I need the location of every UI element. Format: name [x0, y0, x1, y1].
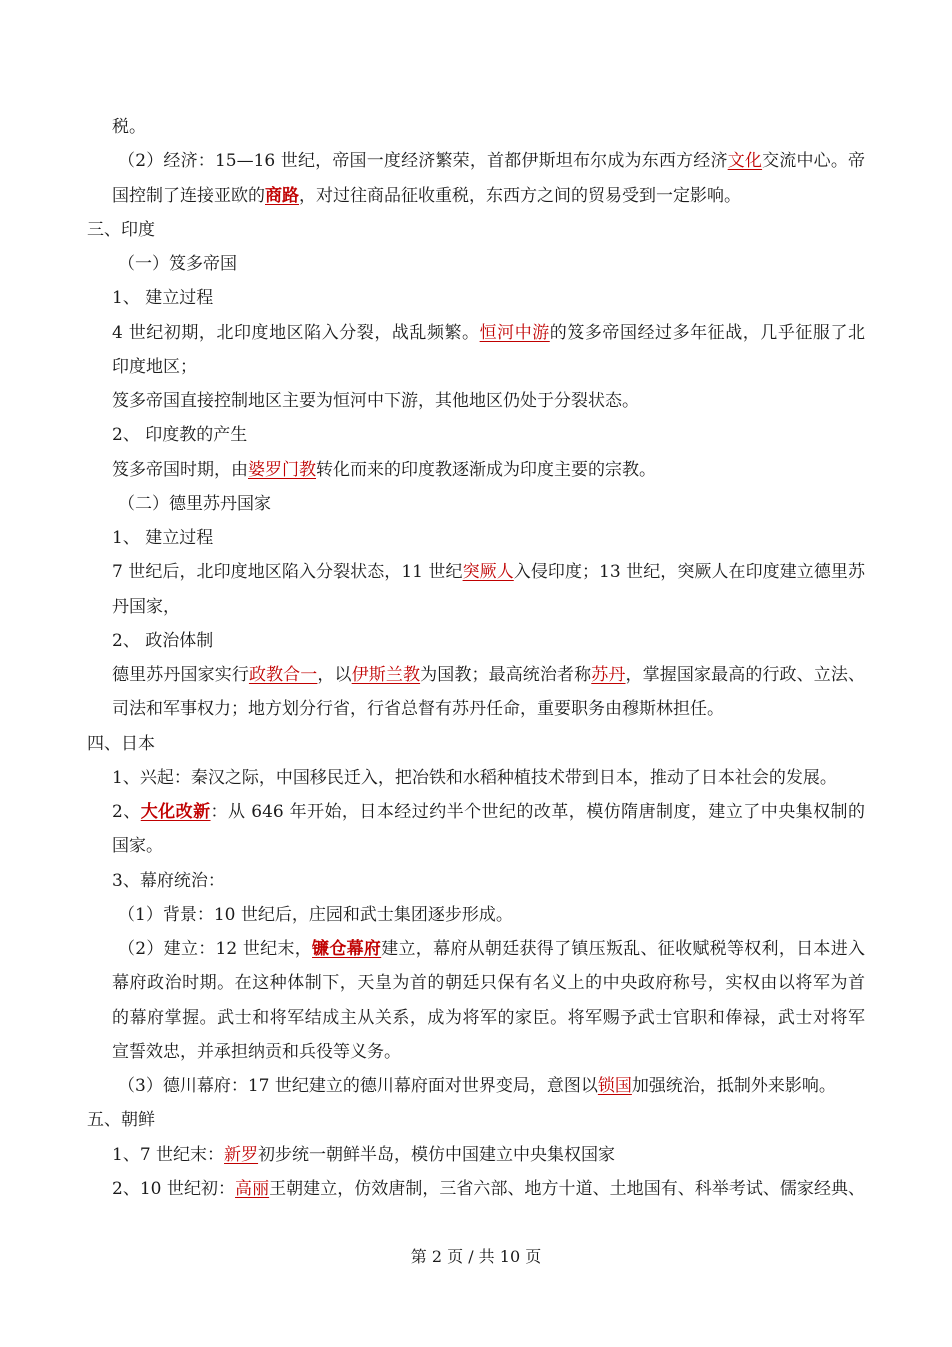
text-line [112, 458, 865, 482]
subsection-line [118, 1074, 865, 1098]
text-segment: 2、 [112, 802, 141, 822]
key-term: 高丽 [235, 1178, 270, 1199]
text-line [112, 697, 865, 721]
text-segment: 7 世纪后，北印度地区陷入分裂状态，11 世纪 [112, 562, 463, 583]
text-segment: 2、 印度教的产生 [112, 425, 248, 446]
key-term: 苏丹 [591, 665, 626, 685]
text-line [112, 355, 865, 379]
text-segment: （一）笈多帝国 [118, 254, 237, 274]
key-term: 突厥人 [462, 562, 514, 583]
text-segment: 3、幕府统治： [112, 870, 225, 891]
text-segment: 笈多帝国时期，由 [112, 459, 248, 480]
text-segment: 司法和军事权力；地方划分行省，行省总督有苏丹任命，重要职务由穆斯林担任。 [112, 699, 724, 720]
text-line [112, 869, 865, 893]
subsection-line [118, 149, 865, 173]
text-segment: 笈多帝国直接控制地区主要为恒河中下游，其他地区仍处于分裂状态。 [112, 391, 639, 411]
text-segment: （3）德川幕府：17 世纪建立的德川幕府面对世界变局，意图以 [118, 1076, 598, 1096]
key-term: 镰仓幕府 [312, 939, 382, 959]
text-segment: 1、7 世纪末： [112, 1144, 225, 1165]
text-segment: 的笈多帝国经过多年征战，几乎征服了北 [549, 322, 865, 343]
text-line [112, 389, 865, 413]
text-segment: ，掌握国家最高的行政、立法、 [625, 665, 866, 685]
text-line [112, 1143, 865, 1167]
text-line [112, 115, 865, 139]
text-line [112, 1040, 865, 1064]
text-segment: 转化而来的印度教逐渐成为印度主要的宗教。 [316, 459, 656, 480]
text-segment: ：从 646 年开始，日本经过约半个世纪的改革，模仿隋唐制度，建立了中央集权制的 [210, 802, 865, 822]
subsection-line [118, 903, 865, 927]
text-line [112, 971, 865, 995]
key-term: 大化改新 [140, 802, 211, 822]
text-segment: 五、朝鲜 [87, 1110, 155, 1131]
text-segment: 幕府政治时期。在这种体制下，天皇为首的朝廷只保有名义上的中央政府称号，实权由以将军为首 [112, 973, 865, 994]
text-line [112, 663, 865, 687]
text-line [112, 560, 865, 584]
text-segment: 四、日本 [87, 733, 155, 754]
subsection-line [118, 492, 865, 516]
text-line [112, 1177, 865, 1201]
section-heading [87, 732, 865, 756]
key-term: 伊斯兰教 [351, 665, 421, 685]
text-line [112, 595, 865, 619]
text-line [112, 1006, 865, 1030]
text-segment: 国控制了连接亚欧的 [112, 185, 265, 206]
text-segment: 税。 [112, 117, 146, 137]
text-segment: 初步统一朝鲜半岛，模仿中国建立中央集权国家 [258, 1144, 616, 1165]
key-term: 新罗 [224, 1144, 259, 1165]
text-segment: 丹国家， [112, 596, 180, 617]
text-segment: 宣誓效忠，并承担纳贡和兵役等义务。 [112, 1041, 401, 1062]
text-segment: 为国教；最高统治者称 [420, 665, 592, 685]
key-term: 恒河中游 [479, 322, 550, 343]
key-term: 婆罗门教 [248, 459, 316, 480]
text-segment: （2）经济：15—16 世纪，帝国一度经济繁荣，首都伊斯坦布尔成为东西方经济 [118, 151, 728, 172]
text-segment: （2）建立：12 世纪末， [118, 939, 313, 959]
text-segment: （1）背景：10 世纪后，庄园和武士集团逐步形成。 [118, 904, 513, 925]
text-segment: 印度地区； [112, 356, 197, 377]
text-segment: ，以 [317, 665, 352, 685]
text-line [112, 321, 865, 345]
text-segment: 国家。 [112, 836, 163, 857]
text-segment: 王朝建立，仿效唐制，三省六部、地方十道、土地国有、科举考试、儒家经典、 [269, 1178, 866, 1199]
text-segment: 三、印度 [87, 219, 155, 240]
subsection-line [118, 252, 865, 276]
text-line [112, 766, 865, 790]
page-footer: 第 2 页 / 共 10 页 [410, 1247, 542, 1266]
text-line [112, 184, 865, 208]
text-segment: 入侵印度；13 世纪，突厥人在印度建立德里苏 [513, 562, 865, 583]
text-line [112, 286, 865, 310]
text-line [112, 629, 865, 653]
text-segment: （二）德里苏丹国家 [118, 493, 271, 514]
text-segment: ，对过往商品征收重税，东西方之间的贸易受到一定影响。 [299, 185, 741, 206]
key-term: 锁国 [597, 1076, 632, 1096]
text-segment: 的幕府掌握。武士和将军结成主从关系，成为将军的家臣。将军赐予武士官职和俸禄，武士对将军 [112, 1007, 865, 1028]
text-line [112, 834, 865, 858]
key-term: 文化 [727, 151, 763, 172]
section-heading [87, 218, 865, 242]
text-segment: 2、 政治体制 [112, 630, 214, 651]
text-segment: 1、兴起：秦汉之际，中国移民迁入，把冶铁和水稻种植技术带到日本，推动了日本社会的发展。 [112, 767, 837, 788]
subsection-line [118, 937, 865, 961]
text-segment: 建立，幕府从朝廷获得了镇压叛乱、征收赋税等权利，日本进入 [381, 939, 865, 959]
text-line [112, 423, 865, 447]
section-heading [87, 1108, 865, 1132]
text-segment: 加强统治，抵制外来影响。 [631, 1076, 836, 1096]
text-line [112, 526, 865, 550]
key-term: 政教合一 [248, 665, 318, 685]
text-segment: 交流中心。帝 [762, 151, 866, 172]
text-segment: 1、 建立过程 [112, 288, 214, 309]
text-segment: 4 世纪初期，北印度地区陷入分裂，战乱频繁。 [112, 322, 480, 343]
text-segment: 德里苏丹国家实行 [112, 665, 249, 685]
text-line [112, 800, 865, 824]
text-segment: 2、10 世纪初： [112, 1178, 236, 1199]
key-term: 商路 [265, 185, 299, 206]
text-segment: 1、 建立过程 [112, 528, 214, 548]
